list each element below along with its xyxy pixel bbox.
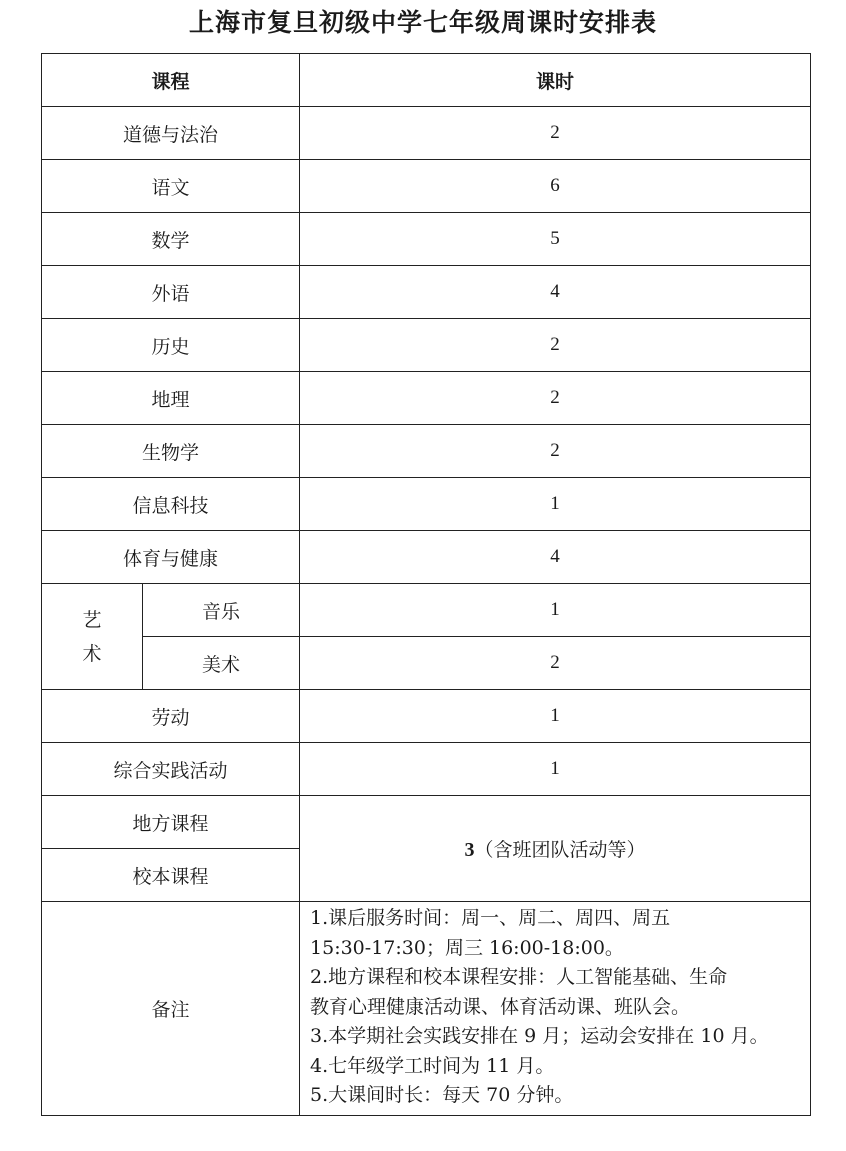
table-row	[42, 319, 811, 372]
course-hours: 2	[300, 637, 811, 690]
table-row	[42, 160, 811, 213]
art-category-cell	[42, 584, 143, 690]
header-course: 课程	[42, 54, 300, 107]
table-row	[42, 796, 811, 849]
course-name: 音乐	[143, 584, 300, 637]
table-header-row	[42, 54, 811, 107]
course-name: 美术	[143, 637, 300, 690]
remark-line: 教育心理健康活动课、体育活动课、班队会。	[310, 995, 691, 1018]
schedule-table	[41, 53, 811, 1116]
table-row	[42, 637, 811, 690]
remark-line: 15:30-17:30；周三 16:00-18:00。	[310, 936, 624, 959]
remarks-label: 备注	[42, 902, 300, 1116]
local-school-hours	[300, 796, 811, 902]
course-name: 信息科技	[42, 478, 300, 531]
header-hours: 课时	[300, 54, 811, 107]
remark-line: 5.大课间时长：每天 70 分钟。	[310, 1084, 574, 1106]
remarks-content	[300, 902, 811, 1116]
art-category-char: 艺	[82, 608, 102, 631]
course-name: 校本课程	[42, 849, 300, 902]
course-hours: 6	[300, 160, 811, 213]
course-hours: 2	[300, 319, 811, 372]
course-hours: 2	[300, 107, 811, 160]
art-category-char: 术	[82, 642, 102, 665]
course-name: 综合实践活动	[42, 743, 300, 796]
table-row	[42, 743, 811, 796]
course-hours: 1	[300, 584, 811, 637]
remark-line: 1.课后服务时间：周一、周二、周四、周五	[310, 907, 671, 929]
course-hours: 1	[300, 743, 811, 796]
table-row	[42, 213, 811, 266]
table-row	[42, 107, 811, 160]
page-title: 上海市复旦初级中学七年级周课时安排表	[188, 8, 657, 37]
course-name: 外语	[42, 266, 300, 319]
course-hours: 2	[300, 372, 811, 425]
course-hours: 4	[300, 266, 811, 319]
course-name: 语文	[42, 160, 300, 213]
table-row	[42, 372, 811, 425]
table-row	[42, 531, 811, 584]
course-hours: 1	[300, 690, 811, 743]
local-school-hours-number: 3	[464, 839, 475, 861]
course-hours: 5	[300, 213, 811, 266]
table-row	[42, 425, 811, 478]
course-name: 数学	[42, 213, 300, 266]
course-hours: 1	[300, 478, 811, 531]
course-name: 地方课程	[42, 796, 300, 849]
course-hours: 4	[300, 531, 811, 584]
remarks-row	[42, 902, 811, 1116]
course-name: 地理	[42, 372, 300, 425]
local-school-hours-note: （含班团队活动等）	[474, 839, 646, 861]
remark-line: 4.七年级学工时间为 11 月。	[310, 1054, 555, 1077]
remark-line: 3.本学期社会实践安排在 9 月；运动会安排在 10 月。	[310, 1025, 769, 1047]
table-row	[42, 266, 811, 319]
table-row	[42, 690, 811, 743]
course-name: 劳动	[42, 690, 300, 743]
course-name: 生物学	[42, 425, 300, 478]
remark-line: 2.地方课程和校本课程安排：人工智能基础、生命	[310, 966, 728, 988]
table-row	[42, 584, 811, 637]
course-name: 道德与法治	[42, 107, 300, 160]
course-name: 体育与健康	[42, 531, 300, 584]
table-row	[42, 478, 811, 531]
course-hours: 2	[300, 425, 811, 478]
course-name: 历史	[42, 319, 300, 372]
